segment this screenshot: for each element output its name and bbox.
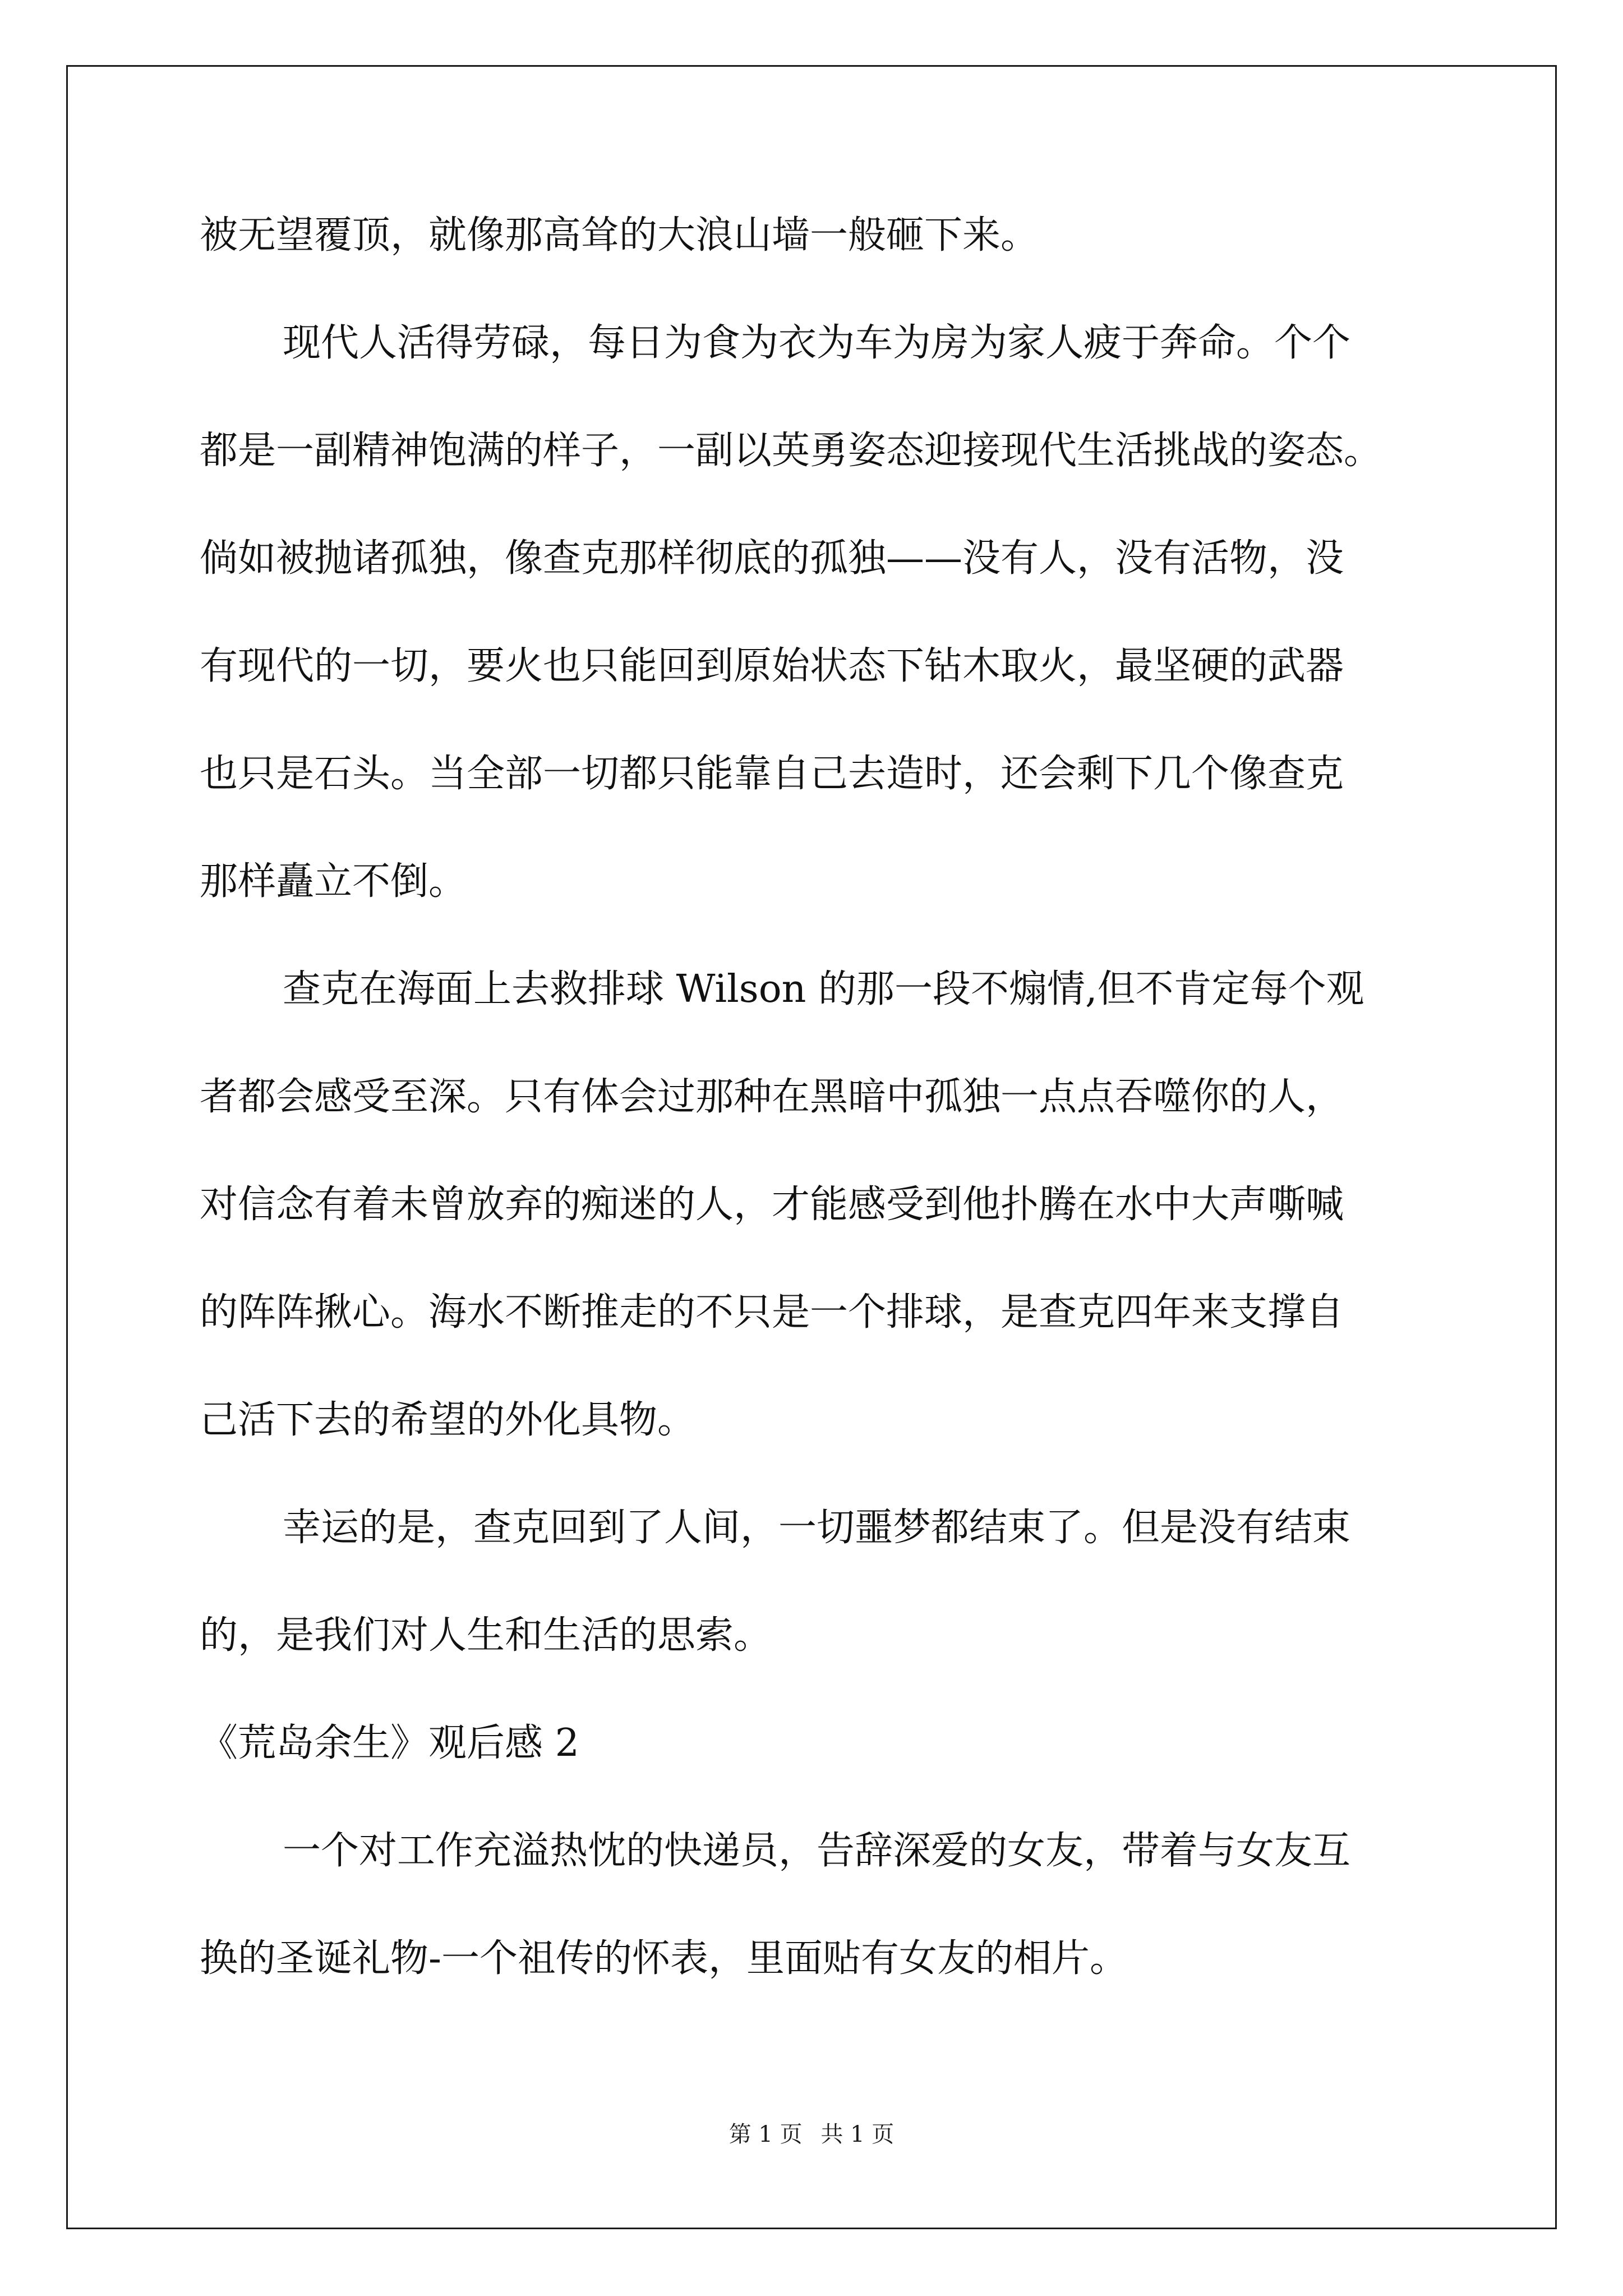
paragraph-first-line: 查克在海面上去救排球 Wilson 的那一段不煽情,但不肯定每个观: [283, 967, 1364, 1011]
paragraph-first-line: 幸运的是，查克回到了人间，一切噩梦都结束了。但是没有结束: [283, 1506, 1351, 1550]
text-line: 那样矗立不倒。: [200, 859, 467, 904]
text-line: 有现代的一切，要火也只能回到原始状态下钻木取火，最坚硬的武器: [200, 644, 1344, 688]
paragraph-first-line: 现代人活得劳碌，每日为食为衣为车为房为家人疲于奔命。个个: [283, 321, 1351, 365]
text-line: 对信念有着未曾放弃的痴迷的人，才能感受到他扑腾在水中大声嘶喊: [200, 1182, 1344, 1227]
paragraph-first-line: 一个对工作充溢热忱的快递员，告辞深爱的女友，带着与女友互: [283, 1829, 1351, 1873]
text-line: 被无望覆顶，就像那高耸的大浪山墙一般砸下来。: [200, 213, 1039, 257]
text-line: 换的圣诞礼物-一个祖传的怀表，里面贴有女友的相片。: [200, 1936, 1128, 1981]
page-border: [66, 65, 1557, 2229]
text-line: 者都会感受至深。只有体会过那种在黑暗中孤独一点点吞噬你的人，: [200, 1075, 1344, 1119]
text-line: 的，是我们对人生和生活的思索。: [200, 1613, 772, 1658]
page-number: 第 1 页: [728, 2122, 803, 2147]
section-heading: 《荒岛余生》观后感 2: [200, 1721, 579, 1765]
page-total: 共 1 页: [820, 2122, 895, 2147]
text-line: 都是一副精神饱满的样子，一副以英勇姿态迎接现代生活挑战的姿态。: [200, 429, 1382, 473]
text-line: 倘如被抛诸孤独，像查克那样彻底的孤独——没有人，没有活物，没: [200, 536, 1344, 581]
text-line: 的阵阵揪心。海水不断推走的不只是一个排球，是查克四年来支撑自: [200, 1290, 1344, 1335]
text-line: 也只是石头。当全部一切都只能靠自己去造时，还会剩下几个像查克: [200, 752, 1344, 796]
page-footer: [0, 2118, 1623, 2151]
text-line: 己活下去的希望的外化具物。: [200, 1398, 696, 1442]
